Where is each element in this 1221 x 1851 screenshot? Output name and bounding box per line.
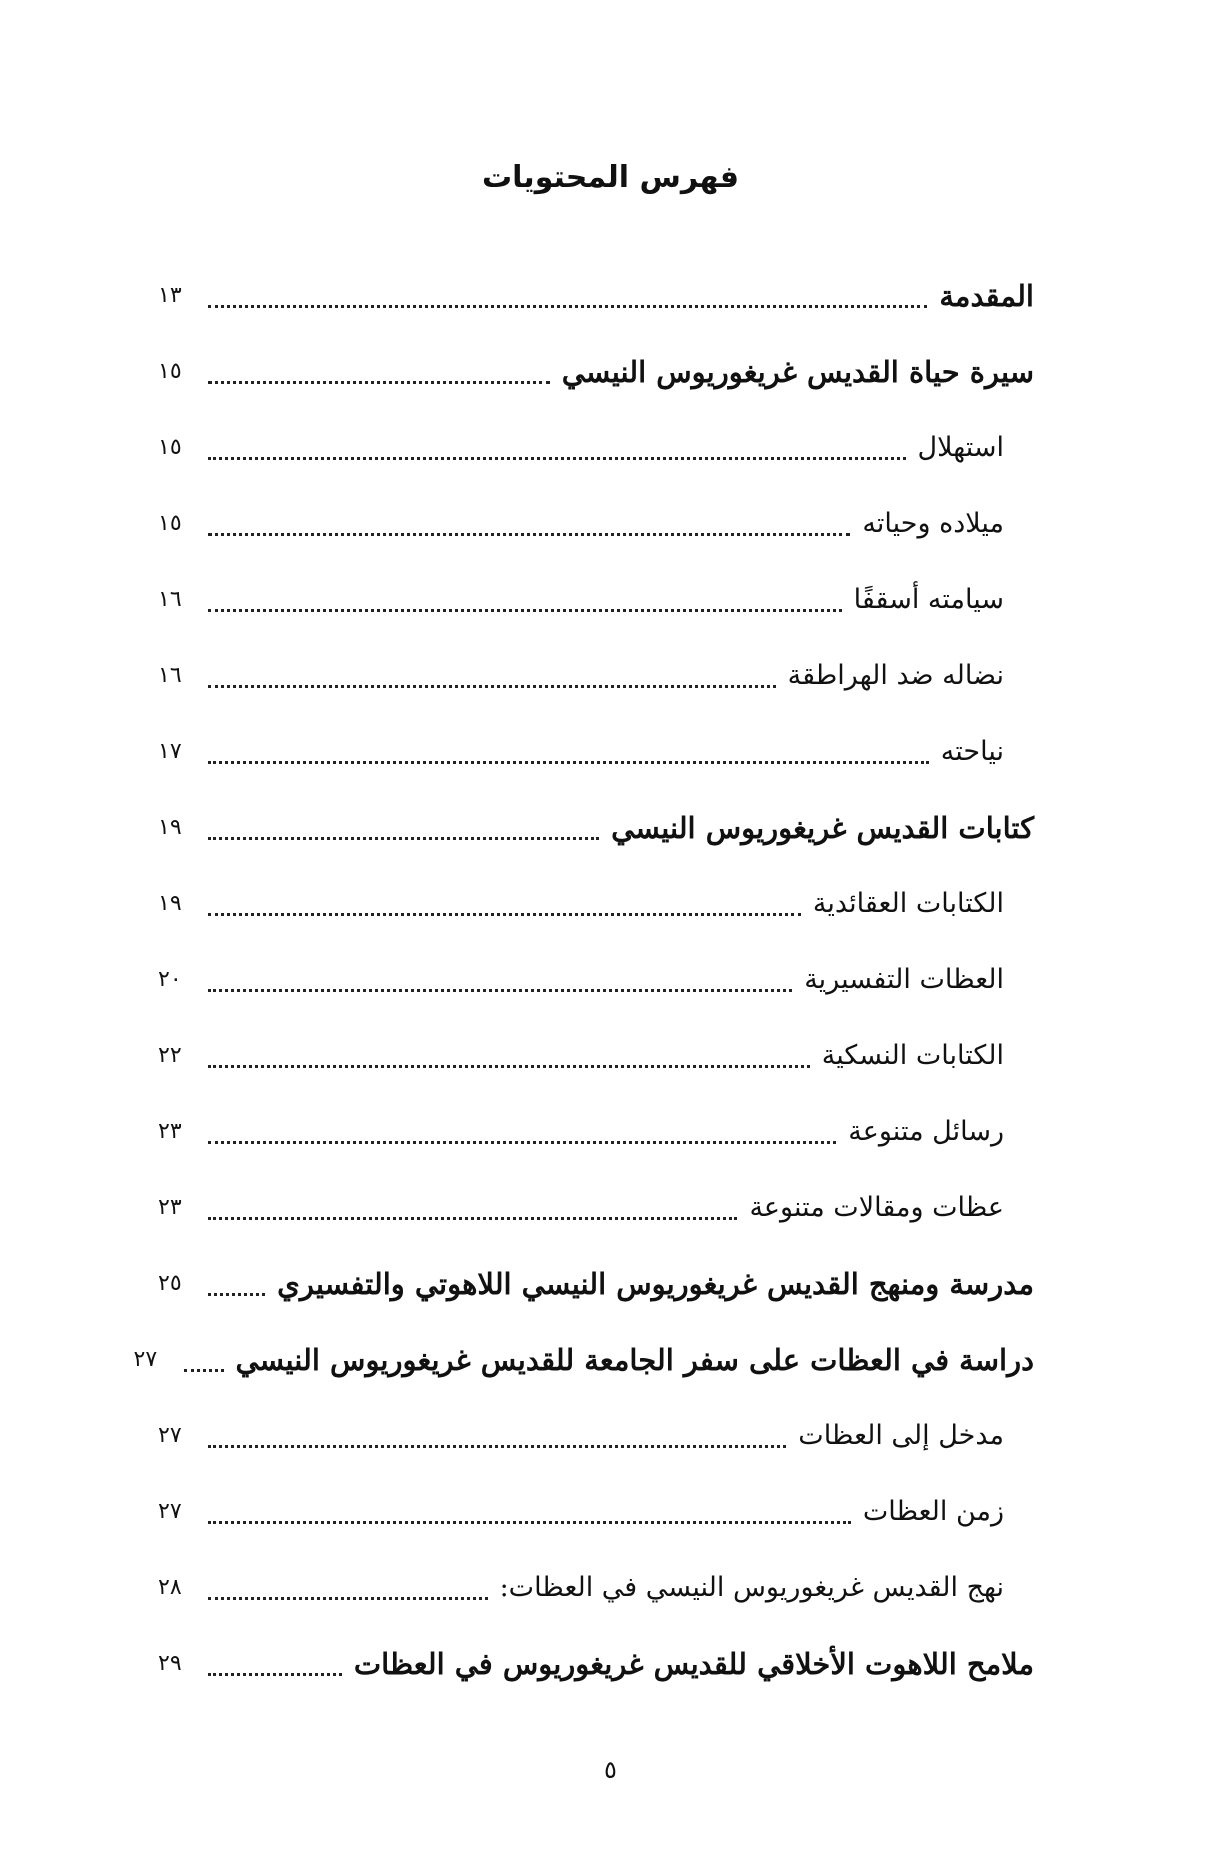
dot-leader [208, 305, 927, 308]
toc-entry[interactable] [158, 562, 1034, 638]
toc-page-number: ٢٢ [158, 1043, 182, 1068]
toc-entry-title: ملامح اللاهوت الأخلاقي للقديس غريغوريوس في العظات [353, 1647, 1034, 1681]
toc-entry-title: سيرة حياة القديس غريغوريوس النيسي [561, 355, 1034, 389]
dot-leader [208, 609, 842, 612]
toc-page-number: ١٩ [158, 815, 182, 840]
toc-page-number: ١٩ [158, 891, 182, 916]
toc-entry-title: نضاله ضد الهراطقة [787, 660, 1004, 691]
toc-entry[interactable] [158, 1474, 1034, 1550]
toc-entry[interactable] [158, 866, 1034, 942]
toc-page-number: ٢٧ [133, 1347, 158, 1372]
toc-entry-title: دراسة في العظات على سفر الجامعة للقديس غريغوريوس النيسي [235, 1343, 1034, 1377]
toc-page-number: ١٣ [158, 283, 182, 308]
toc-entry[interactable] [133, 1322, 1034, 1398]
toc-entry-title: استهلال [917, 432, 1004, 463]
dot-leader [208, 1445, 786, 1448]
toc-entry[interactable] [158, 334, 1034, 410]
toc-page-number: ٢٧ [158, 1499, 182, 1524]
dot-leader [208, 1673, 342, 1676]
toc-entry-title: نياحته [940, 736, 1004, 767]
toc-page-number: ١٥ [158, 435, 182, 460]
dot-leader [208, 1217, 737, 1220]
dot-leader [208, 913, 801, 916]
page-title: فهرس المحتويات [482, 160, 739, 195]
dot-leader [208, 1065, 810, 1068]
toc-page-number: ٢٠ [158, 967, 182, 992]
toc-entry-title: سيامته أسقفًا [853, 584, 1004, 615]
toc-entry-title: زمن العظات [862, 1496, 1004, 1527]
toc-page-number: ١٥ [158, 359, 182, 384]
dot-leader [208, 761, 929, 764]
toc-entry[interactable] [158, 1018, 1034, 1094]
toc-entry[interactable] [158, 942, 1034, 1018]
toc-entry[interactable] [158, 1170, 1034, 1246]
dot-leader [208, 1597, 488, 1600]
toc-page-number: ٢٣ [158, 1195, 182, 1220]
toc-entry-title: مدرسة ومنهج القديس غريغوريوس النيسي اللاهوتي والتفسيري [277, 1267, 1034, 1301]
toc-page-number: ١٦ [158, 587, 182, 612]
table-of-contents [133, 258, 1034, 1702]
toc-entry[interactable] [158, 790, 1034, 866]
toc-entry-title: ميلاده وحياته [862, 508, 1004, 539]
toc-entry[interactable] [158, 714, 1034, 790]
dot-leader [208, 533, 850, 536]
toc-entry-title: كتابات القديس غريغوريوس النيسي [611, 811, 1034, 845]
toc-page-number: ١٦ [158, 663, 182, 688]
toc-entry[interactable] [158, 1550, 1034, 1626]
toc-entry[interactable] [158, 638, 1034, 714]
toc-entry[interactable] [158, 1398, 1034, 1474]
toc-entry[interactable] [158, 410, 1034, 486]
dot-leader [208, 1293, 265, 1296]
toc-page-number: ١٥ [158, 511, 182, 536]
toc-entry[interactable] [158, 1094, 1034, 1170]
toc-entry-title: رسائل متنوعة [848, 1116, 1004, 1147]
page-number: ٥ [604, 1756, 617, 1784]
toc-entry-title: مدخل إلى العظات [798, 1420, 1004, 1451]
toc-page-number: ٢٥ [158, 1271, 182, 1296]
dot-leader [208, 837, 599, 840]
dot-leader [208, 989, 792, 992]
toc-page-number: ٢٨ [158, 1575, 182, 1600]
toc-entry-title: المقدمة [939, 279, 1034, 313]
dot-leader [208, 1521, 851, 1524]
dot-leader [208, 1141, 836, 1144]
dot-leader [208, 457, 906, 460]
dot-leader [208, 381, 550, 384]
dot-leader [184, 1369, 224, 1372]
toc-entry[interactable] [158, 1246, 1034, 1322]
toc-page-number: ٢٩ [158, 1651, 182, 1676]
toc-entry-title: عظات ومقالات متنوعة [749, 1192, 1004, 1223]
toc-entry[interactable] [158, 1626, 1034, 1702]
toc-page-number: ٢٣ [158, 1119, 182, 1144]
dot-leader [208, 685, 776, 688]
toc-entry-title: الكتابات العقائدية [812, 888, 1004, 919]
toc-page-number: ١٧ [158, 739, 182, 764]
toc-entry[interactable] [158, 486, 1034, 562]
toc-entry-title: نهج القديس غريغوريوس النيسي في العظات: [499, 1572, 1004, 1603]
toc-entry-title: الكتابات النسكية [821, 1040, 1004, 1071]
toc-entry-title: العظات التفسيرية [804, 964, 1004, 995]
toc-page-number: ٢٧ [158, 1423, 182, 1448]
toc-entry[interactable] [158, 258, 1034, 334]
